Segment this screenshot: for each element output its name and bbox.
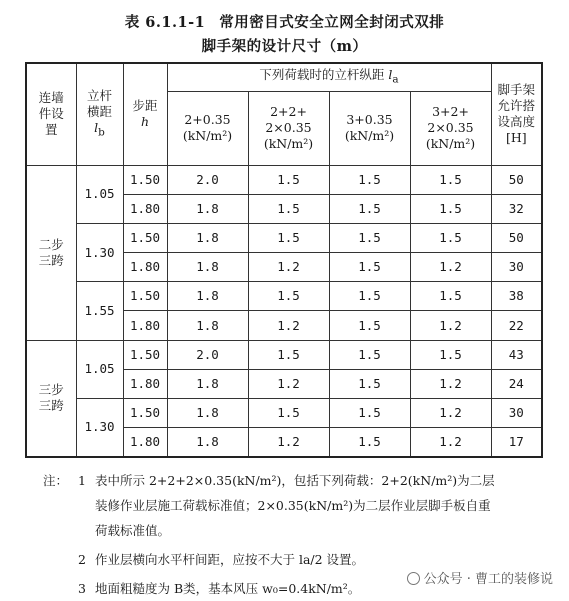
longitudinal-spacing-cell: 1.5 — [329, 194, 410, 223]
height-cell: 50 — [491, 223, 542, 252]
longitudinal-spacing-cell: 1.5 — [410, 223, 491, 252]
note-1: 注： 1 表中所示 2+2+2×0.35(kN/m²)，包括下列荷载：2+2(kN/m²)为二层 装修作业层施工荷载标准值；2×0.35(kN/m²)为二层作业层脚手板自重 荷载标准值。 — [43, 468, 553, 543]
transverse-spacing-cell: 1.55 — [76, 282, 123, 340]
header-load-2: 2+2+ 2×0.35 (kN/m²) — [248, 91, 329, 165]
wechat-icon — [407, 572, 420, 585]
longitudinal-spacing-cell: 1.5 — [329, 399, 410, 428]
transverse-spacing-cell: 1.05 — [76, 165, 123, 223]
height-cell: 38 — [491, 282, 542, 311]
longitudinal-spacing-cell: 1.8 — [167, 399, 248, 428]
transverse-spacing-cell: 1.30 — [76, 399, 123, 457]
longitudinal-spacing-cell: 1.8 — [167, 311, 248, 340]
longitudinal-spacing-cell: 1.2 — [410, 399, 491, 428]
step-cell: 1.80 — [123, 369, 167, 398]
connection-type-cell: 三步 三跨 — [26, 340, 76, 457]
longitudinal-spacing-cell: 1.5 — [248, 399, 329, 428]
header-connection: 连墙 件设 置 — [26, 63, 76, 165]
longitudinal-spacing-cell: 1.2 — [410, 253, 491, 282]
transverse-spacing-cell: 1.30 — [76, 223, 123, 281]
step-cell: 1.50 — [123, 399, 167, 428]
height-cell: 30 — [491, 253, 542, 282]
longitudinal-spacing-cell: 1.8 — [167, 253, 248, 282]
step-cell: 1.80 — [123, 194, 167, 223]
table-title-line1 — [0, 11, 569, 32]
notes-label: 注： — [43, 473, 69, 488]
header-allowed-height: 脚手架 允许搭 设高度 [H] — [491, 63, 542, 165]
longitudinal-spacing-cell: 1.5 — [248, 282, 329, 311]
longitudinal-spacing-cell: 1.5 — [248, 340, 329, 369]
longitudinal-spacing-cell: 1.8 — [167, 223, 248, 252]
design-dimension-table — [25, 62, 543, 458]
height-cell: 43 — [491, 340, 542, 369]
height-cell: 32 — [491, 194, 542, 223]
longitudinal-spacing-cell: 1.5 — [248, 194, 329, 223]
longitudinal-spacing-cell: 1.5 — [248, 223, 329, 252]
longitudinal-spacing-cell: 1.5 — [329, 282, 410, 311]
longitudinal-spacing-cell: 1.2 — [410, 369, 491, 398]
longitudinal-spacing-cell: 1.5 — [410, 194, 491, 223]
longitudinal-spacing-cell: 1.2 — [248, 253, 329, 282]
longitudinal-spacing-cell: 1.2 — [410, 428, 491, 457]
longitudinal-spacing-cell: 1.2 — [248, 428, 329, 457]
step-cell: 1.80 — [123, 253, 167, 282]
longitudinal-spacing-cell: 1.5 — [329, 369, 410, 398]
header-load-1: 2+0.35 (kN/m²) — [167, 91, 248, 165]
longitudinal-spacing-cell: 1.5 — [248, 165, 329, 194]
longitudinal-spacing-cell: 1.5 — [329, 223, 410, 252]
longitudinal-spacing-cell: 1.2 — [410, 311, 491, 340]
step-cell: 1.50 — [123, 223, 167, 252]
step-cell: 1.50 — [123, 340, 167, 369]
longitudinal-spacing-cell: 1.5 — [329, 311, 410, 340]
height-cell: 22 — [491, 311, 542, 340]
table-body — [26, 165, 542, 457]
longitudinal-spacing-cell: 1.5 — [410, 282, 491, 311]
longitudinal-spacing-cell: 1.5 — [329, 340, 410, 369]
longitudinal-spacing-cell: 1.5 — [329, 253, 410, 282]
longitudinal-spacing-cell: 1.8 — [167, 369, 248, 398]
longitudinal-spacing-cell: 1.8 — [167, 194, 248, 223]
transverse-spacing-cell: 1.05 — [76, 340, 123, 398]
height-cell: 17 — [491, 428, 542, 457]
step-cell: 1.80 — [123, 428, 167, 457]
header-load-4: 3+2+ 2×0.35 (kN/m²) — [410, 91, 491, 165]
longitudinal-spacing-cell: 2.0 — [167, 340, 248, 369]
step-cell: 1.50 — [123, 282, 167, 311]
connection-type-cell: 二步 三跨 — [26, 165, 76, 340]
longitudinal-spacing-cell: 1.5 — [410, 165, 491, 194]
table-row — [26, 282, 542, 311]
header-transverse-spacing: 立杆 横距 $l_b$ — [76, 63, 123, 165]
table-header — [26, 63, 542, 165]
header-step-distance: 步距 h — [123, 63, 167, 165]
longitudinal-spacing-cell: 2.0 — [167, 165, 248, 194]
note-2: 2 作业层横向水平杆间距，应按不大于 la/2 设置。 — [78, 552, 365, 567]
header-load-3: 3+0.35 (kN/m²) — [329, 91, 410, 165]
longitudinal-spacing-cell: 1.5 — [329, 428, 410, 457]
longitudinal-spacing-cell: 1.8 — [167, 428, 248, 457]
step-cell: 1.80 — [123, 311, 167, 340]
step-cell: 1.50 — [123, 165, 167, 194]
table-row — [26, 223, 542, 252]
table-row — [26, 399, 542, 428]
watermark: 公众号 · 曹工的装修说 — [405, 568, 555, 587]
table-row — [26, 340, 542, 369]
note-3: 3 地面粗糙度为 B类，基本风压 w₀=0.4kN/m²。 — [78, 581, 361, 596]
table-number: 表 6.1.1-1 — [124, 14, 206, 31]
table-title-line2: 脚手架的设计尺寸（m） — [201, 38, 368, 55]
height-cell: 24 — [491, 369, 542, 398]
longitudinal-spacing-cell: 1.5 — [410, 340, 491, 369]
header-load-group: 下列荷载时的立杆纵距 $l_a$ — [167, 63, 491, 91]
table-title-text: 常用密目式安全立网全封闭式双排 — [219, 14, 445, 31]
longitudinal-spacing-cell: 1.5 — [329, 165, 410, 194]
height-cell: 50 — [491, 165, 542, 194]
table-row — [26, 165, 542, 194]
height-cell: 30 — [491, 399, 542, 428]
longitudinal-spacing-cell: 1.2 — [248, 311, 329, 340]
longitudinal-spacing-cell: 1.8 — [167, 282, 248, 311]
longitudinal-spacing-cell: 1.2 — [248, 369, 329, 398]
